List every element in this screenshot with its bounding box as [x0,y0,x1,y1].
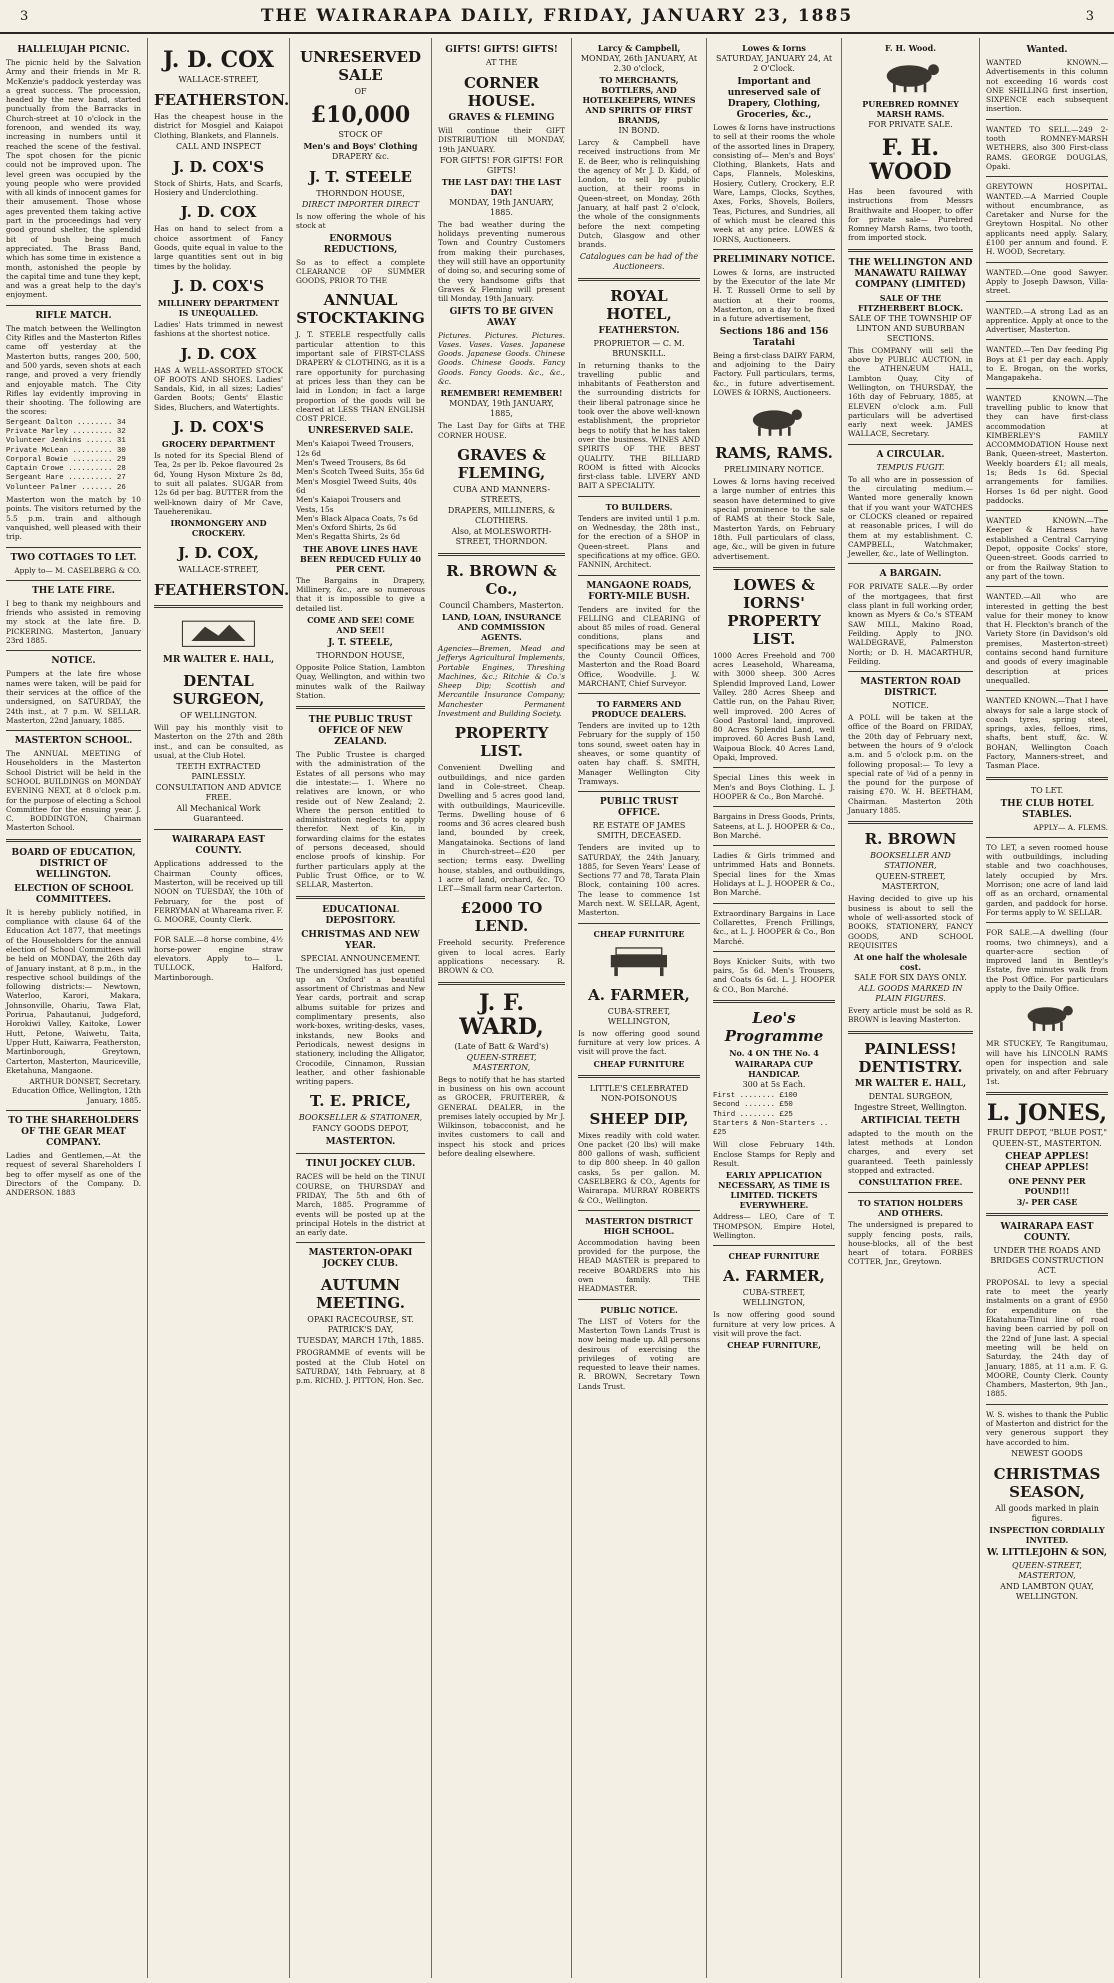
ad-text: Ladies & Girls trimmed and untrimmed Hats and Bonnets. Special lines for the Xmas Holidays at L. J. HOOPER & Co., Bon Marché. [713,851,835,898]
ad-text: Address— LEO, Care of T. THOMPSON, Empire Hotel, Wellington. [713,1212,835,1240]
ad-text: FOR SALE.—8 horse combine, 4½ horse-power engine straw elevators. Apply to— L. TULLOCK, Halford, Martinborough. [154,935,283,982]
score-row: Private Marley ......... 32 [6,427,126,436]
heading: ELECTION OF SCHOOL COMMITTEES. [14,883,133,905]
ad-subheading: DRAPERS, MILLINERS, & CLOTHIERS. [447,505,556,525]
ad-heading: ARTIFICIAL TEETH [860,1115,961,1126]
classified-ad: WANTED TO SELL.—249 2-tooth ROMNEY-MARSH WETHERS, also 300 First-class RAMS. GEORGE DOUGLAS, Opaki. [986,124,1108,171]
ad-heading: RAMS, RAMS. [715,444,833,463]
ad-subheading: CUBA-STREET, WELLINGTON, [607,1006,671,1026]
ad-heading: A. FARMER, [588,985,690,1004]
ad-subheading: FOR GIFTS! FOR GIFTS! FOR GIFTS! [440,155,563,175]
article-text: Masterton won the match by 10 points. The visitors returned by the 5.5 p.m. train and although vanquished, well pleased with their trip. [6,495,141,542]
score-row: Corporal Bowie ......... 29 [6,455,126,464]
ad-heading: PROPERTY LIST. [454,724,549,761]
ad-subheading: 3/- PER CASE [1016,1196,1078,1207]
ad-text: Tenders are invited until 1 p.m. on Wednesday, the 28th inst., for the erection of a SHOP in Queen-street. Plans and specifications at my office. GEO. FANNIN, Architect. [578,513,700,570]
page-number-right: 3 [1085,8,1094,24]
ad-heading: GIFTS TO BE GIVEN AWAY [449,306,554,328]
ad-heading: THE WELLINGTON AND MANAWATU RAILWAY COMPANY (LIMITED) [848,257,973,290]
classified-ad: FOR SALE.—A dwelling (four rooms, two chimneys), and a quarter-acre section of improved land in Bentley's Estate, five minutes walk from the Post Office. For particulars apply to the Daily Office. [986,928,1108,994]
ad-text: J. T. STEELE respectfully calls particular attention to this important sale of FIRST-CLASS DRAPERY & CLOTHING, as it is a rare opportunity for purchasing at prices less than they can be laid in London; in fact a large proportion of the goods will be cleared at LESS THAN ENGLISH COST PRICE. [296,330,425,424]
ad-subheading: All goods marked in plain figures. [995,1503,1099,1523]
ad-heading: A CIRCULAR. [876,449,945,460]
section-heading: Wanted. [1026,45,1068,55]
ad-heading: J. T. STEELE, [328,637,393,648]
ad-subheading: IRONMONGERY AND CROCKERY. [170,518,267,539]
ad-heading: L. JONES, [986,1099,1107,1126]
columns [0,38,1114,1978]
ad-subheading: 300 at 5s Each. [742,1080,806,1089]
ad-subheading: Catalogues can be had of the Auctioneers. [579,251,699,271]
heading: THE PUBLIC TRUST OFFICE OF NEW ZEALAND. [308,715,413,748]
ad-text: RACES will be held on the TINUI COURSE, on THURSDAY and FRIDAY, The 5th and 6th of March, 1885. Programme of events will be posted up at the principal Hotels in the district at an early date. [296,1172,425,1238]
ad-subheading: ALL GOODS MARKED IN PLAIN FIGURES. [858,984,963,1004]
heading: TO THE SHAREHOLDERS OF THE GEAR MEAT COMPANY. [8,1116,139,1149]
price-item: Men's Scotch Tweed Suits, 35s 6d [296,467,425,477]
ad-heading: FEATHERSTON. [598,325,680,336]
ad-heading: J. D. COX'S [172,157,265,176]
ad-text: Convenient Dwelling and outbuildings, and nice garden land in Cole-street. Cheap. Dwelling and 5 acres good land, with outbuildings, Mauriceville. Terms. Dwelling house of 6 rooms and 36 acres cleared bush land, bounded by creek, Mangatainoka. Sections of land in Church-street—£20 per section; terms easy. Dwelling house, stables, and outbuildings, 1 acre of land, orchard, &c. TO LET—Small farm near Carterton. [438,763,565,894]
ad-subheading: GROCERY DEPARTMENT [161,439,276,450]
ad-text: Extraordinary Bargains in Lace Collarettes, French Frillings, &c., at L. J. HOOPER & Co., Bon Marché. [713,908,835,946]
ad-heading: DENTAL SURGEON, [172,672,265,709]
ad-subheading: NEWEST GOODS [1011,1448,1083,1458]
ad-subheading: TEMPUS FUGIT. [876,462,945,472]
masthead [0,0,1114,34]
ram-engraving [1003,998,1091,1034]
ad-subheading: TUESDAY, MARCH 17th, 1885. [297,1336,424,1346]
price-item: Men's Black Alpaca Coats, 7s 6d [296,513,419,523]
ad-text: Is noted for its Special Blend of Tea, 2s per lb. Pekoe flavoured 2s 6d, Young Hyson Mixture 2s 8d, to suit all palates. SUGAR from 12s 6d per bag. BUTTER from the well-known dairy of Mr Cave, Taueherenikau. [154,451,283,516]
ad-heading: PRELIMINARY NOTICE. [713,254,835,265]
ad-text: FOR PRIVATE SALE.—By order of the mortgagees, that first class plant in full working order, known as Myers & Co.'s STEAM SAW MILL, Makino Road, Feilding. Apply to JNO. WALDEGRAVE, Palmerston North; or D. H. MACARTHUR, Feilding. [848,582,973,666]
classified-ad: WANTED KNOWN.—The Keeper & Harness have established a Central Carrying Depot, opposite Cocks' store, Queen-street. Goods carried to or from the Railway Station to any part of the town. [986,516,1108,581]
ad-heading: ANNUAL STOCKTAKING [296,291,425,328]
ad-text: Will continue their GIFT DISTRIBUTION till MONDAY, 19th JANUARY. [438,126,565,154]
ad-subheading: BOOKSELLER & STATIONER, [298,1113,423,1123]
prize-row: Third ........ £25 [713,1110,793,1119]
ad-subheading: WALLACE-STREET, [178,565,259,575]
ad-text: Tenders are invited up to SATURDAY, the 24th January, 1885, for Seven Years' Lease of Sections 77 and 78, Tarata Plain Block, containing 100 acres. The lease to commence 1st March next. W. SELLAR, Agent, Masterton. [578,843,700,918]
ad-subheading: Lowes & Iorns [742,43,806,53]
ad-text: Every article must be sold as R. BROWN is leaving Masterton. [848,1006,973,1025]
ad-text: HAS A WELL-ASSORTED STOCK OF BOOTS AND SHOES. Ladies' Sandals, Kid, in all sizes; Ladies' Garden Boots; Gents' Elastic Sides, Bluchers, and Watertights. [154,365,283,412]
ad-heading: £2000 TO LEND. [460,899,543,936]
ad-text: PROGRAMME of events will be posted at the Club Hotel on SATURDAY, 14th February, at 8 p.m. RICHD. J. PITTON, Hon. Sec. [296,1348,425,1386]
ad-text: Having decided to give up his business is about to sell the whole of well-assorted stock of BOOKS, STATIONERY, FANCY GOODS, AND SCHOOL REQUISITES [848,894,973,950]
ad-subheading: Ingestre Street, Wellington. [854,1102,967,1112]
ad-text: The Bargains in Drapery, Millinery, &c., are so numerous that it is impossible to give a detailed list. [296,575,425,613]
ad-subheading: TO MERCHANTS, BOTTLERS, AND HOTELKEEPERS, WINES AND SPIRITS OF FIRST BRANDS, [582,75,696,125]
score-row: Private McLean ......... 30 [6,446,126,455]
classified-ad: WANTED.—All who are interested in getting the best value for their money to know that H. Fleckton's branch of the Variety Store (in Davidson's old premises, Masterton-street) contains second hand furniture and goods of every imaginable description at prices unequalled. [986,592,1108,685]
ad-text: Lowes & Iorns, are instructed by the Executor of the late Mr H. T. Russell Orme to sell by auction at their rooms, Masterton, on a day to be fixed in a future advertisement, [713,267,835,324]
ad-text: So as to effect a complete CLEARANCE OF SUMMER GOODS, PRIOR TO THE [296,257,425,286]
score-row: Sergeant Hare .......... 27 [6,474,126,483]
ad-subheading: MONDAY, 19th JANUARY, 1885, [449,399,554,419]
price-item: Men's Kaiapoi Trousers and Vests, 15s [296,495,401,514]
ad-heading: FEATHERSTON. [154,91,290,109]
heading: MASTERTON ROAD DISTRICT. [860,677,961,699]
ad-subheading: PUREBRED ROMNEY MARSH RAMS. [862,99,959,119]
heading: HALLELUJAH PICNIC. [17,45,130,55]
ad-text: Larcy & Campbell have received instructions from Mr E. de Beer, who is relinquishing the agency of Mr J. D. Kidd, of London, to sell by public auction, at their rooms in Queen-street, on Monday, 26th January, at half past 2 o'clock, the whole of the consignments before the next competing Dutch, Glasgow and other brands. [578,138,700,250]
ad-heading: THE CLUB HOTEL STABLES. [1000,798,1094,820]
ad-text: Ladies' Hats trimmed in newest fashions at the shortest notice. [154,319,283,339]
ad-heading: ENORMOUS REDUCTIONS, [323,233,398,255]
heading: MANGAONE ROADS, FORTY-MILE BUSH. [586,580,692,602]
ad-subheading: BOOKSELLER AND STATIONER, [870,851,951,871]
ad-heading: J. D. COX [163,47,274,73]
ad-heading: GRAVES & FLEMING [448,113,555,123]
column-4 [432,38,572,1978]
engraving-illustration [172,614,265,650]
ad-subheading: LAND, LOAN, INSURANCE AND COMMISSION AGENTS. [442,611,561,642]
ad-subheading: CALL AND INSPECT [175,141,262,151]
ad-subheading: ONE PENNY PER POUND!!! [1008,1175,1086,1196]
column-5 [572,38,707,1978]
ad-heading: SHEEP DIP, [589,1109,689,1128]
ad-text: Bargains in Dress Goods, Prints, Sateens, at L. J. HOOPER & Co., Bon Marché. [713,812,835,840]
ad-text: APPLY— A. FLEMS. [1033,822,1108,832]
classified-ad: TO LET, a seven roomed house with outbuildings, including stable and two coachhouses, lately occupied by Mrs. Morrison; one acre of land laid off as an orchard, ornamental garden, and paddock for horse. For terms apply to W. SELLAR. [986,842,1108,917]
ad-subheading: SATURDAY, JANUARY 24, At 2 O'Clock. [715,54,833,73]
ad-text: Has on hand to select from a choice assortment of Fancy Goods, quite equal in value to the large quantities sent out in big times by the holiday. [154,224,283,271]
ad-heading: £10,000 [310,102,411,128]
ad-subheading: IN BOND. [618,126,660,135]
ad-text: Tenders are invited up to 12th February for the supply of 150 tons sound, sweet oaten hay in sheaves, or some quantity of oaten hay chaff. S. SMITH, Manager Wellington City Tramways. [578,721,700,786]
score-row: Volunteer Jenkins ...... 31 [6,437,126,446]
heading: TWO COTTAGES TO LET. [10,552,137,563]
ram-engraving [730,402,818,438]
ad-text: Pumpers at the late fire whose names were taken, will be paid for their services at the office of the undersigned, on SATURDAY, the 24th inst., at 7 p.m. W. SELLAR. Masterton, 22nd January, 1885. [6,669,141,725]
ad-heading: R. BROWN [864,830,957,849]
ad-text: W. S. wishes to thank the Public of Masterton and district for the very generous support they have accorded to him. [986,1409,1108,1447]
ad-heading: UNRESERVED SALE [300,48,421,84]
ad-subheading: STOCK OF [338,130,383,139]
ad-text: Boys Knicker Suits, with two pairs, 5s 6d. Men's Trousers, and Coats 6s 6d. L. J. HOOPER & CO., Bon Marché. [713,956,835,994]
ad-text: Begs to notify that he has started in business on his own account as GROCER, FRUITERER, & GENERAL DEALER, in the premises lately occupied by Mr J. Wilkinson, tobacconist, and he invites customers to call and inspect his stock and prices before dealing elsewhere. [438,1074,565,1159]
ad-text: Accommodation having been provided for the purpose, the HEAD MASTER is prepared to receive BOARDERS into his own family. THE HEADMASTER. [578,1237,700,1294]
ad-subheading: WAIRARAPA CUP HANDICAP. [735,1059,813,1079]
ad-subheading: TO LET. [1030,785,1064,795]
ad-text: adapted to the mouth on the latest methods at London charges, and every set guaranteed. Teeth painlessly stopped and extracted. [848,1128,973,1175]
ad-subheading: PROPRIETOR — C. M. BRUNSKILL. [593,338,685,358]
ad-subheading: THE ABOVE LINES HAVE BEEN REDUCED FULLY 40 PER CENT. [300,543,421,574]
ad-subheading: NOTICE. [892,701,929,711]
ad-text: I beg to thank my neighbours and friends who assisted in removing my stock at the late fire. D. PICKERING. Masterton, January 23rd 1885. [6,598,141,646]
ad-heading: Sections 186 and 156 Taratahi [719,326,829,348]
ad-heading: GIFTS! GIFTS! GIFTS! [445,45,558,55]
ad-heading: AUTUMN MEETING. [316,1276,405,1313]
classified-ad: WANTED KNOWN.—Advertisements in this column not exceeding 16 words cost ONE SHILLING first insertion, SIXPENCE each subsequent insertion. [986,58,1108,114]
ad-heading: MR WALTER E. HALL, [162,655,275,666]
ad-subheading: OF [354,87,367,96]
page-number: 3 [20,8,29,24]
ad-text: Pictures. Pictures. Pictures. Vases. Vases. Vases. Japanese Goods. Japanese Goods. Chinese Goods. Chinese Goods. Fancy Goods. Fancy Goods. &c., &c., &c. [438,330,565,387]
price-item: Men's Regatta Shirts, 2s 6d [296,532,401,542]
ad-subheading: (Late of Batt & Ward's) [454,1041,549,1051]
ad-text: To all who are in possession of the circulating medium.—Wanted more generally known that if you want your WATCHES or CLOCKS cleaned or repaired at reasonable prices, I will do them at my establishment. C. CAMPBELL, Watchmaker, Jeweller, &c., late of Wellington. [848,474,973,559]
ad-subheading: AT THE [485,58,518,67]
heading: MASTERTON-OPAKI JOCKEY CLUB. [308,1248,413,1270]
classified-ad: WANTED.—One good Sawyer. Apply to Joseph Dawson, Villa-street. [986,267,1108,296]
newspaper-title: THE WAIRARAPA DAILY, FRIDAY, JANUARY 23, 1885 [260,6,854,26]
ad-heading: A BARGAIN. [879,569,942,580]
ad-text: Freehold security. Preference given to local acres. Early applications necessary. R. BROWN & CO. [438,938,565,976]
ad-heading: PAINLESS! DENTISTRY. [858,1039,963,1076]
ad-heading: A. FARMER, [723,1267,825,1286]
price-item: Men's Oxford Shirts, 2s 6d [296,523,397,533]
ad-subheading: PUBLIC NOTICE. [600,1304,678,1315]
ad-subheading: DENTAL SURGEON, [868,1091,953,1101]
ad-heading: T. E. PRICE, [310,1092,411,1111]
ad-heading: J. D. COX [180,344,257,363]
ad-subheading: Council Chambers, Masterton. [439,600,564,610]
ad-heading: R. BROWN & Co., [446,561,557,598]
ad-heading: FEATHERSTON. [154,581,290,600]
ad-heading: GRAVES & FLEMING, [457,445,546,482]
article-text: The match between the Wellington City Rifles and the Masterton Rifles came off yesterday at the Masterton butts, ranges 200, 500, and 500 yards, seven shots at each range, and proved a very friendly and enjoyable match. The City Rifles lay evidently improving in their shooting. The following are the scores: [6,323,141,417]
heading: TINUI JOCKEY CLUB. [305,1159,416,1170]
ad-text: Has the cheapest house in the district for Mosgiel and Kaiapoi Clothing, Blankets, and Flannels. [154,112,283,140]
ad-subheading: DRAPERY &c. [331,152,390,161]
ad-text: The Public Trustee is charged with the administration of the Estates of all persons who may die intestate:— 1. Where no relatives are known, or who reside out of New Zealand; 2. Where the person entitled to administration neglects to apply therefor. Next of Kin, in forwarding claims for the estates of persons deceased, should enclose proofs of kinship. For further particulars apply at the Public Trust Office, or to W. SELLAR, Masterton. [296,750,425,890]
prize-row: Second ....... £50 [713,1101,793,1110]
prize-row: First ........ £100 [713,1092,798,1100]
classified-ad: WANTED KNOWN.—That I have always for sale a large stock of coach tyres, spring steel, springs, axles, felloes, rims, shafts, bent stuff, &c. W. BOHAN, Wellington Coach Factory, Manners-street, and Tasman Place. [986,696,1108,771]
ad-subheading: SALE OF THE FITZHERBERT BLOCK. [857,292,964,313]
ad-text: Opposite Police Station, Lambton Quay, Wellington, and within two minutes walk of the Railway Station. [296,662,425,700]
column-1 [0,38,148,1978]
column-8 [980,38,1114,1978]
ad-subheading: QUEEN-STREET, MASTERTON, [875,872,946,892]
ad-heading: MASTERTON. [325,1137,396,1148]
ad-subheading: CHEAP FURNITURE, [727,1340,821,1351]
ad-heading: J. T. STEELE [309,168,412,186]
ad-heading: F. H. WOOD [869,135,952,185]
ad-subheading: SPECIAL ANNOUNCEMENT. [300,953,421,963]
classified-ad: WANTED.—Ten Dav feeding Pig Boys at £1 per day each. Apply to E. Brogan, on the works, Mangapakeha. [986,345,1108,383]
ad-heading: EDUCATIONAL DEPOSITORY. [322,904,399,926]
ad-text: In returning thanks to the travelling public and inhabitants of Featherston and the surrounding districts for their liberal patronage since he took over the above well-known establishment, the proprietor begs to notify that he has taken over the business. WINES AND SPIRITS OF THE BEST QUALITY. THE BILLIARD ROOM is fitted with Alcocks first-class table. LIVERY AND BAIT A SPECIALITY. [578,360,700,491]
column-7 [842,38,980,1978]
ad-text: Is now offering the whole of his stock at [296,212,425,231]
ad-subheading: All Mechanical Work Guaranteed. [176,804,261,824]
ad-subheading: TO FARMERS AND PRODUCE DEALERS. [591,699,687,720]
price-item: Men's Kaiapoi Tweed Trousers, 12s 6d [296,439,414,458]
ad-heading: UNRESERVED SALE. [307,426,414,437]
ad-heading: J. F. WARD, [459,989,544,1040]
ad-text: Special Lines this week in Men's and Boys Clothing. L. J. HOOPER & Co., Bon Marché. [713,773,835,801]
ad-subheading: OF WELLINGTON. [180,711,257,721]
ad-subheading: MILLINERY DEPARTMENT IS UNEQUALLED. [157,297,280,318]
ad-heading: CHEAP APPLES! CHEAP APPLES! [1005,1151,1089,1173]
ad-text: Lowes & Iorns have instructions to sell at their rooms the whole of the assorted lines in Drapery, consisting of— Men's and Boys' Clothing, Blankets, Hats and Caps, Flannels, Moleskins, Hosiery, Cutlery, Crockery, E.P. Ware, Lamps, Clocks, Scythes, Axes, Forks, Shovels, Boilers, Teas, Pictures, and Sundries, all of which must be cleared this week at any price. LOWES & IORNS, Auctioneers. [713,123,835,244]
ad-subheading: At one half the wholesale cost. [853,952,968,973]
ad-subheading: WALLACE-STREET, [178,75,259,84]
column-2 [148,38,290,1978]
ad-text: Stock of Shirts, Hats, and Scarfs, Hosiery and Underclothing. [154,178,283,198]
ad-text: PROPOSAL to levy a special rate to meet the yearly instalments on a grant of £950 for expenditure on the Ekatahuna-Tinui line of road having been carried by poll on the 22nd of June last. A special meeting will be held on Saturday, the 24th day of January, 1885, at 11 a.m. F. G. MOORE, County Clerk. County Chambers, Masterton, 9th Jan., 1885. [986,1277,1108,1399]
ad-heading: W. LITTLEJOHN & SON, [986,1547,1108,1558]
classified-ad: WANTED.—A strong Lad as an apprentice. Apply at once to the Advertiser, Masterton. [986,306,1108,335]
ad-subheading: FRUIT DEPOT, "BLUE POST," [986,1127,1108,1137]
ad-subheading: TO BUILDERS. [605,501,673,512]
ad-heading: Leo's Programme [724,1009,824,1045]
ad-text: 1000 Acres Freehold and 700 acres Leasehold, Whareama, with 3000 sheep. 300 Acres Splendid Improved Land, Lower Valley. 280 Acres Sheep and Cattle run, on the Pahau River, well improved. 200 Acres of Good Pastoral land, improved. 80 Acres Splendid Land, well improved. 60 Acres Bush Land, Waipoua Block. 40 Acres Land, Opaki, Improved. [713,650,835,763]
signature: ARTHUR DONSET, Secretary. Education Office, Wellington, 12th January, 1885. [11,1077,141,1105]
ad-subheading: DIRECT IMPORTER DIRECT [301,200,420,209]
ad-text: Agencies—Bremen, Mead and Jefferys Agricultural Implements, Portable Engines, Threshing Machines, &c.; Ritchie & Co.'s Sheep Dip; Scottish and Mercantile Insurance Company; Manchester Permanent Investment and Building Society. [438,643,565,719]
ad-subheading: THE LAST DAY! THE LAST DAY! [441,176,562,197]
ad-text: Lowes & Iorns having received a large number of entries this season have determined to give special prominence to the sale of RAMS at their Stock Sale, Masterton Yards, on February 18th. Full particulars of class, age, &c., will be given in future advertisement. [713,477,835,561]
ad-text: The ANNUAL MEETING of Householders in the Masterton School District will be held in the SCHOOL BUILDINGS on MONDAY EVENING NEXT, at 8 o'clock p.m. for the purpose of electing a School Committee for the ensuing year. J. C. BODDINGTON, Chairman Masterton School. [6,749,141,833]
heading: THE LATE FIRE. [32,585,115,596]
ad-subheading: Larcy & Campbell, [597,43,681,53]
heading: BOARD OF EDUCATION, DISTRICT OF WELLINGTON. [11,847,136,880]
ad-heading: J. D. COX'S [172,276,265,295]
ad-subheading: F. H. Wood. [885,43,936,53]
heading: WAIRARAPA EAST COUNTY. [1000,1221,1094,1243]
ad-subheading: SALE FOR SIX DAYS ONLY. [854,973,967,983]
ad-heading: CHRISTMAS SEASON, [993,1464,1101,1501]
ad-subheading: Men's and Boys' Clothing [303,141,418,151]
ad-text: The Last Day for Gifts at THE CORNER HOUSE. [438,421,565,440]
ad-subheading: CUBA-STREET, WELLINGTON, [742,1288,806,1308]
ad-text: Ladies and Gentlemen,—At the request of several Shareholders I beg to offer myself as one of the Directors of the Company. D. ANDERSON. 1883 [6,1151,141,1198]
ad-subheading: QUEEN-ST., MASTERTON. [992,1138,1102,1148]
score-row: Sergeant Dalton ........ 34 [6,418,126,427]
furniture-engraving [595,944,683,980]
ad-subheading: RE ESTATE OF JAMES SMITH, DECEASED. [592,821,686,841]
price-list [296,439,425,541]
ad-subheading: MASTERTON DISTRICT HIGH SCHOOL. [585,1215,693,1236]
column-3 [290,38,432,1978]
ad-subheading: MONDAY, 26th JANUARY, At 2.30 o'clock, [580,54,698,73]
ad-heading: J. D. COX [180,203,257,222]
ad-subheading: MONDAY, 19th JANUARY, 1885. [449,197,554,217]
ad-heading: MR WALTER E. HALL, [854,1078,967,1089]
article-text: The picnic held by the Salvation Army and their friends in Mr R. McKenzie's paddock yesterday was a great success. The procession, headed by the new band, started punctually from the Barracks in Church-street at 10 o'clock in the forenoon, and wended its way, increasing in numbers until it reached the scene of the festival. The spot chosen for the picnic could not be improved upon. The level green was occupied by the young people who were provided with all kinds of innocent games for their amusement. Those whose ages prevented them taking active part in the proceedings had very good ground shelter, the splendid bit of bush being much appreciated. The Brass Band, which has some time in existence a month, astonished the people by the capital time and tune they kept, and was a great help to the day's enjoyment. [6,58,141,300]
ad-subheading: EARLY APPLICATION NECESSARY, AS TIME IS LIMITED. TICKETS EVERYWHERE. [718,1170,830,1211]
prize-list [713,1092,835,1138]
ad-subheading: CHEAP FURNITURE [593,928,685,939]
heading: PUBLIC TRUST OFFICE. [599,797,679,819]
ad-subheading: QUEEN-STREET, MASTERTON, [466,1052,537,1072]
ad-subheading: Also, at MOLESWORTH-STREET, THORNDON. [451,526,552,546]
ad-heading: CORNER HOUSE. [463,74,540,110]
ad-subheading: PRELIMINARY NOTICE. [723,465,824,475]
ad-subheading: LITTLE'S CELEBRATED NON-POISONOUS [589,1083,689,1103]
ad-subheading: FOR PRIVATE SALE. [868,120,953,129]
ad-text: Is now offering good sound furniture at very low prices. A visit will prove the fact. [578,1028,700,1057]
ad-text: A POLL will be taken at the office of the Board on FRIDAY, the 20th day of February next, between the hours of 9 o'clock a.m. and 5 o'clock p.m. on the following proposal:— To levy a special rate of ⅛d of a penny in the pound for the purpose of raising £70. W. H. BEETHAM, Chairman. Masterton 20th January 1885. [848,713,973,816]
ad-subheading: CHEAP FURNITURE [593,1058,685,1069]
ad-subheading: CHEAP FURNITURE [728,1251,820,1262]
ad-text: The LIST of Voters for the Masterton Town Lands Trust is now being made up. All persons desirous of exercising the privileges of voting are requested to leave their names. R. BROWN, Secretary Town Lands Trust. [578,1316,700,1391]
heading: RIFLE MATCH. [35,310,112,321]
ad-heading: CHRISTMAS AND NEW YEAR. [301,929,420,951]
ad-subheading: No. 4 ON THE No. 4 [729,1048,819,1058]
ad-subheading: TEETH EXTRACTED PAINLESSLY. [176,762,261,782]
classified-ad: WANTED KNOWN.—The travelling public to know that they can have first-class accommodation at KIMBERLEY'S FAMILY ACCOMMODATION House next Bank, Queen-street, Masterton. Weekly boarders £1; all meals, 1s; Beds 1s 6d. Special arrangements for families. Horses 1s 6d per night. Good paddocks. [986,393,1108,505]
ad-heading: Important and unreserved sale of Drapery, Clothing, Groceries, &c., [727,77,821,120]
ad-text: This COMPANY will sell the above by PUBLIC AUCTION, in the ATHENÆUM HALL, Lambton Quay, City of Wellington, on THURSDAY, the 16th day of February, 1885, at ELEVEN o'clock a.m. Full particulars will be advertised early next week. JAMES WALLACE, Secretary. [848,345,973,439]
ad-subheading: UNDER THE ROADS AND BRIDGES CONSTRUCTION ACT. [990,1245,1104,1275]
ad-text: Will close February 14th. Enclose Stamps for Reply and Result. [713,1140,835,1169]
ad-heading: ROYAL HOTEL, [606,286,672,323]
ad-subheading: FANCY GOODS DEPOT, [312,1124,409,1134]
heading: WAIRARAPA EAST COUNTY. [172,835,265,857]
ad-subheading: INSPECTION CORDIALLY INVITED. [989,1524,1105,1545]
ad-subheading: QUEEN-STREET, MASTERTON, [1012,1560,1082,1580]
ad-subheading: COME AND SEE! COME AND SEE!! [307,614,414,635]
ad-text: Apply to— M. CASELBERG & CO. [14,565,141,575]
ad-subheading: SALE OF THE TOWNSHIP OF LINTON AND SUBURBAN SECTIONS. [848,313,973,343]
ad-text: Will pay his monthly visit to Masterton on the 27th and 28th inst., and can be consulted, as usual, at the Club Hotel. [154,723,283,761]
ad-subheading: CONSULTATION AND ADVICE FREE. [155,783,282,803]
ad-text: Tenders are invited for the FELLING and CLEARING of about 85 miles of road. General conditions, plans and specifications may be seen at the County Council Offices, Masterton and the Road Board Office, Woodville. J. W. MARCHANT, Chief Surveyor. [578,604,700,688]
ad-text: The undersigned has just opened up an 'Oxford' a beautiful assortment of Christmas and New Year cards, portrait and scrap albums suitable for prizes and complimentary presents, also work-boxes, writing-desks, vases, inkstands, new Books and Periodicals, newest designs in stationery, including the Alligator, Crocodile, Cinnamon, Russian leather, and other fashionable writing papers. [296,965,425,1087]
ad-subheading: OPAKI RACECOURSE, ST. PATRICK'S DAY, [307,1315,414,1335]
ad-text: Is now offering good sound furniture at very low prices. A visit will prove the fact. [713,1310,835,1338]
score-row: Volunteer Palmer ....... 26 [6,483,126,492]
ram-engraving [866,58,956,94]
ad-text: It is hereby publicly notified, in compliance with clause 64 of the Education Act 1877, that meetings of the Householders for the annual election of School Committees will be held on MONDAY, the 26th day of January instant, at 8 p.m., in the respective school buildings of the following districts:— Newtown, Waterloo, Karori, Makara, Johnsonville, Ohariu, Tawa Flat, Porirua, Pahautanui, Judgeford, Horokiwi Valley, Kaitoke, Lower Hutt, Petone, Waiwetu, Taita, Upper Hutt, Kaiwarra, Featherston, Martinborough, Greytown, Carterton, Masterton, Mauriceville, Eketahuna, Mangaone. [6,907,141,1075]
prize-row: Starters & Non-Starters .. £25 [713,1119,829,1138]
ad-text: Being a first-class DAIRY FARM, and adjoining to the Dairy Factory. Full particulars, terms, &c., in future advertisement. LOWES & IORNS, Auctioneers. [713,350,835,397]
column-6 [707,38,842,1978]
ad-text: Applications addressed to the Chairman County offices, Masterton, will be received up till NOON on TUESDAY, the 10th of February, for the post of FERRYMAN at Whareama river. F. G. MOORE, County Clerk. [154,859,283,925]
price-item: Men's Tweed Trousers, 8s 6d [296,458,406,468]
classified-ad: GREYTOWN HOSPITAL. WANTED.—A Married Couple without encumbrance, as Caretaker and Nurse for the Greytown Hospital. No other applicants need apply. Salary, £100 per annum and found. F. H. WOOD, Secretary. [986,182,1108,257]
ad-heading: LOWES & IORNS' PROPERTY LIST. [727,575,821,648]
heading: NOTICE. [51,656,96,667]
ad-subheading: REMEMBER! REMEMBER! [440,388,563,399]
ad-subheading: AND LAMBTON QUAY, WELLINGTON. [1000,1581,1094,1601]
ad-text: The bad weather during the holidays preventing numerous Town and Country Customers from making their purchases, they will still have an opportunity of doing so, and securing some of the very handsome gifts that Graves & Fleming will present till Monday, 19th January. [438,219,565,304]
price-item: Men's Mosgiel Tweed Suits, 40s 6d [296,476,417,495]
ad-subheading: CUBA AND MANNERS-STREETS, [452,484,551,504]
score-list [6,419,141,493]
ad-subheading: THORNDON HOUSE, [316,650,405,660]
classified-ad: MR STUCKEY, Te Rangitumau, will have his LINCOLN RAMS open for inspection and sale privately, on and after February 1st. [986,1039,1108,1086]
ad-heading: J. D. COX, [178,544,259,563]
ad-subheading: TO STATION HOLDERS AND OTHERS. [857,1198,964,1219]
score-row: Captain Crowe .......... 28 [6,465,126,474]
heading: MASTERTON SCHOOL. [14,736,133,747]
ad-text: The undersigned is prepared to supply fencing posts, rails, house-blocks, all of the best heart of totara. FORBES COTTER, Jnr., Greytown. [848,1220,973,1267]
ad-heading: J. D. COX'S [172,418,265,437]
ad-text: Has been favoured with instructions from Messrs Braithwaite and Hooper, to offer for private sale— Purebred Romney Marsh Rams, two tooth, from imported stock. [848,187,973,243]
ad-subheading: THORNDON HOUSE, [316,189,405,198]
ad-subheading: CONSULTATION FREE. [858,1177,963,1188]
ad-text: Mixes readily with cold water. One packet (20 lbs) will make 800 gallons of wash, sufficient to dip 800 sheep. In 40 gallon casks, 5s per gallon. M. CASELBERG & CO., Agents for Wairarapa. MURRAY ROBERTS & CO., Wellington. [578,1130,700,1205]
